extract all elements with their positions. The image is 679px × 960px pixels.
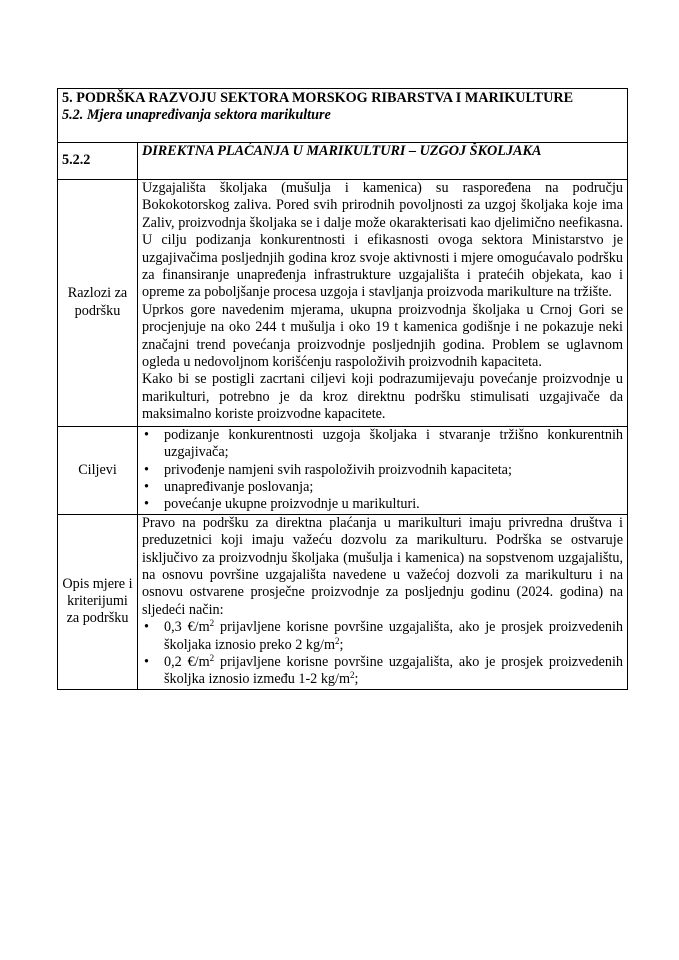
measure-code: 5.2.2 xyxy=(58,143,138,180)
reasons-paragraph: Uzgajališta školjaka (mušulja i kamenica) su raspoređena na području Bokokotorskog zaliva. Pored svih prirodnih povoljnosti za uzgoj školjaka koje ima Zaliv, proizvodnja školjaka se i dalje može okarakterisati kao djelimično neefikasna. U cilju podizanja konkurentnosti i efikasnosti ovoga sektora Ministarstvo je uzgajivačima posljednjih godina kroz svoje aktivnosti i mjere omogućavalo podršku za finansiranje unapređenja infrastrukture uzgajališta i pratećih objekata, kao i opreme za poboljšanje procesa uzgoja i stavljanja proizvoda marikulture na tržište. xyxy=(142,180,623,301)
criteria-list xyxy=(142,619,623,689)
section-header-cell xyxy=(58,89,628,143)
bullet-icon: • xyxy=(144,619,149,636)
reasons-content xyxy=(138,180,628,427)
goals-label: Ciljevi xyxy=(58,426,138,514)
list-item: • povećanje ukupne proizvodnje u marikulturi. xyxy=(144,496,420,513)
list-item: • 0,2 $€/m^2$ prijavljene korisne površine uzgajališta, ako je prosjek proizvedenih školjka iznosio između 1-2 $kg/m^2$; xyxy=(144,652,623,688)
bullet-icon: • xyxy=(144,478,149,495)
goals-row xyxy=(58,426,628,514)
list-item: • unapređivanje poslovanja; xyxy=(144,478,314,495)
criteria-label: Opis mjere i kriterijumi za podršku xyxy=(58,514,138,689)
list-item: • privođenje namjeni svih raspoloživih proizvodnih kapaciteta; xyxy=(144,461,512,478)
measure-table xyxy=(57,88,628,690)
bullet-icon: • xyxy=(144,496,149,513)
reasons-row xyxy=(58,180,628,427)
list-item: • podizanje konkurentnosti uzgoja školjaka i stvaranje tržišno konkurentnih uzgajivača; xyxy=(144,426,623,461)
reasons-paragraph: Uprkos gore navedenim mjerama, ukupna proizvodnja školjaka u Crnoj Gori se procjenjuje na oko 244 t mušulja i oko 19 t kamenica godišnje i ne pokazuje neki značajni trend povećanja proizvodnje posljednjih godina. Problem se uglavnom ogleda u nedovoljnom korišćenju raspoloživih proizvodnih kapaciteta. xyxy=(142,301,623,371)
section-header-row xyxy=(58,89,628,143)
section-title: 5. PODRŠKA RAZVOJU SEKTORA MORSKOG RIBARSTVA I MARIKULTURE xyxy=(62,90,574,106)
measure-title: DIREKTNA PLAĆANJA U MARIKULTURI – UZGOJ ŠKOLJAKA xyxy=(138,143,628,180)
reasons-label: Razlozi za podršku xyxy=(58,180,138,427)
goals-list xyxy=(142,427,623,514)
section-subtitle: 5.2. Mjera unapređivanja sektora marikulture xyxy=(62,107,331,124)
criteria-content xyxy=(138,514,628,689)
bullet-icon: • xyxy=(144,426,149,443)
criteria-intro: Pravo na podršku za direktna plaćanja u marikulturi imaju privredna društva i preduzetnici koji imaju važeću dozvolu za marikulturu. Podrška se ostvaruje isključivo za proizvodnju školjaka (mušulja i kamenica) na sopstvenom uzgajalištu, na osnovu površine uzgajališta navedene u važećoj dozvoli za marikulturu i na osnovu ostvarene prosječne proizvodnje za posljednju godinu (2024. godina) na sljedeći način: xyxy=(142,514,623,618)
bullet-icon: • xyxy=(144,461,149,478)
list-item: • 0,3 $€/m^2$ prijavljene korisne površine uzgajališta, ako je prosjek proizvedenih školjaka iznosio preko 2 $kg/m^2$; xyxy=(144,618,623,653)
criteria-row xyxy=(58,514,628,689)
measure-title-row xyxy=(58,143,628,180)
goals-content xyxy=(138,426,628,514)
bullet-icon: • xyxy=(144,653,149,670)
reasons-paragraph: Kako bi se postigli zacrtani ciljevi koji podrazumijevaju povećanje proizvodnje u marikulturi, potrebno je da kroz direktnu podršku stimulisati uzgajivače da maksimalno koriste proizvodne kapacitete. xyxy=(142,371,623,423)
